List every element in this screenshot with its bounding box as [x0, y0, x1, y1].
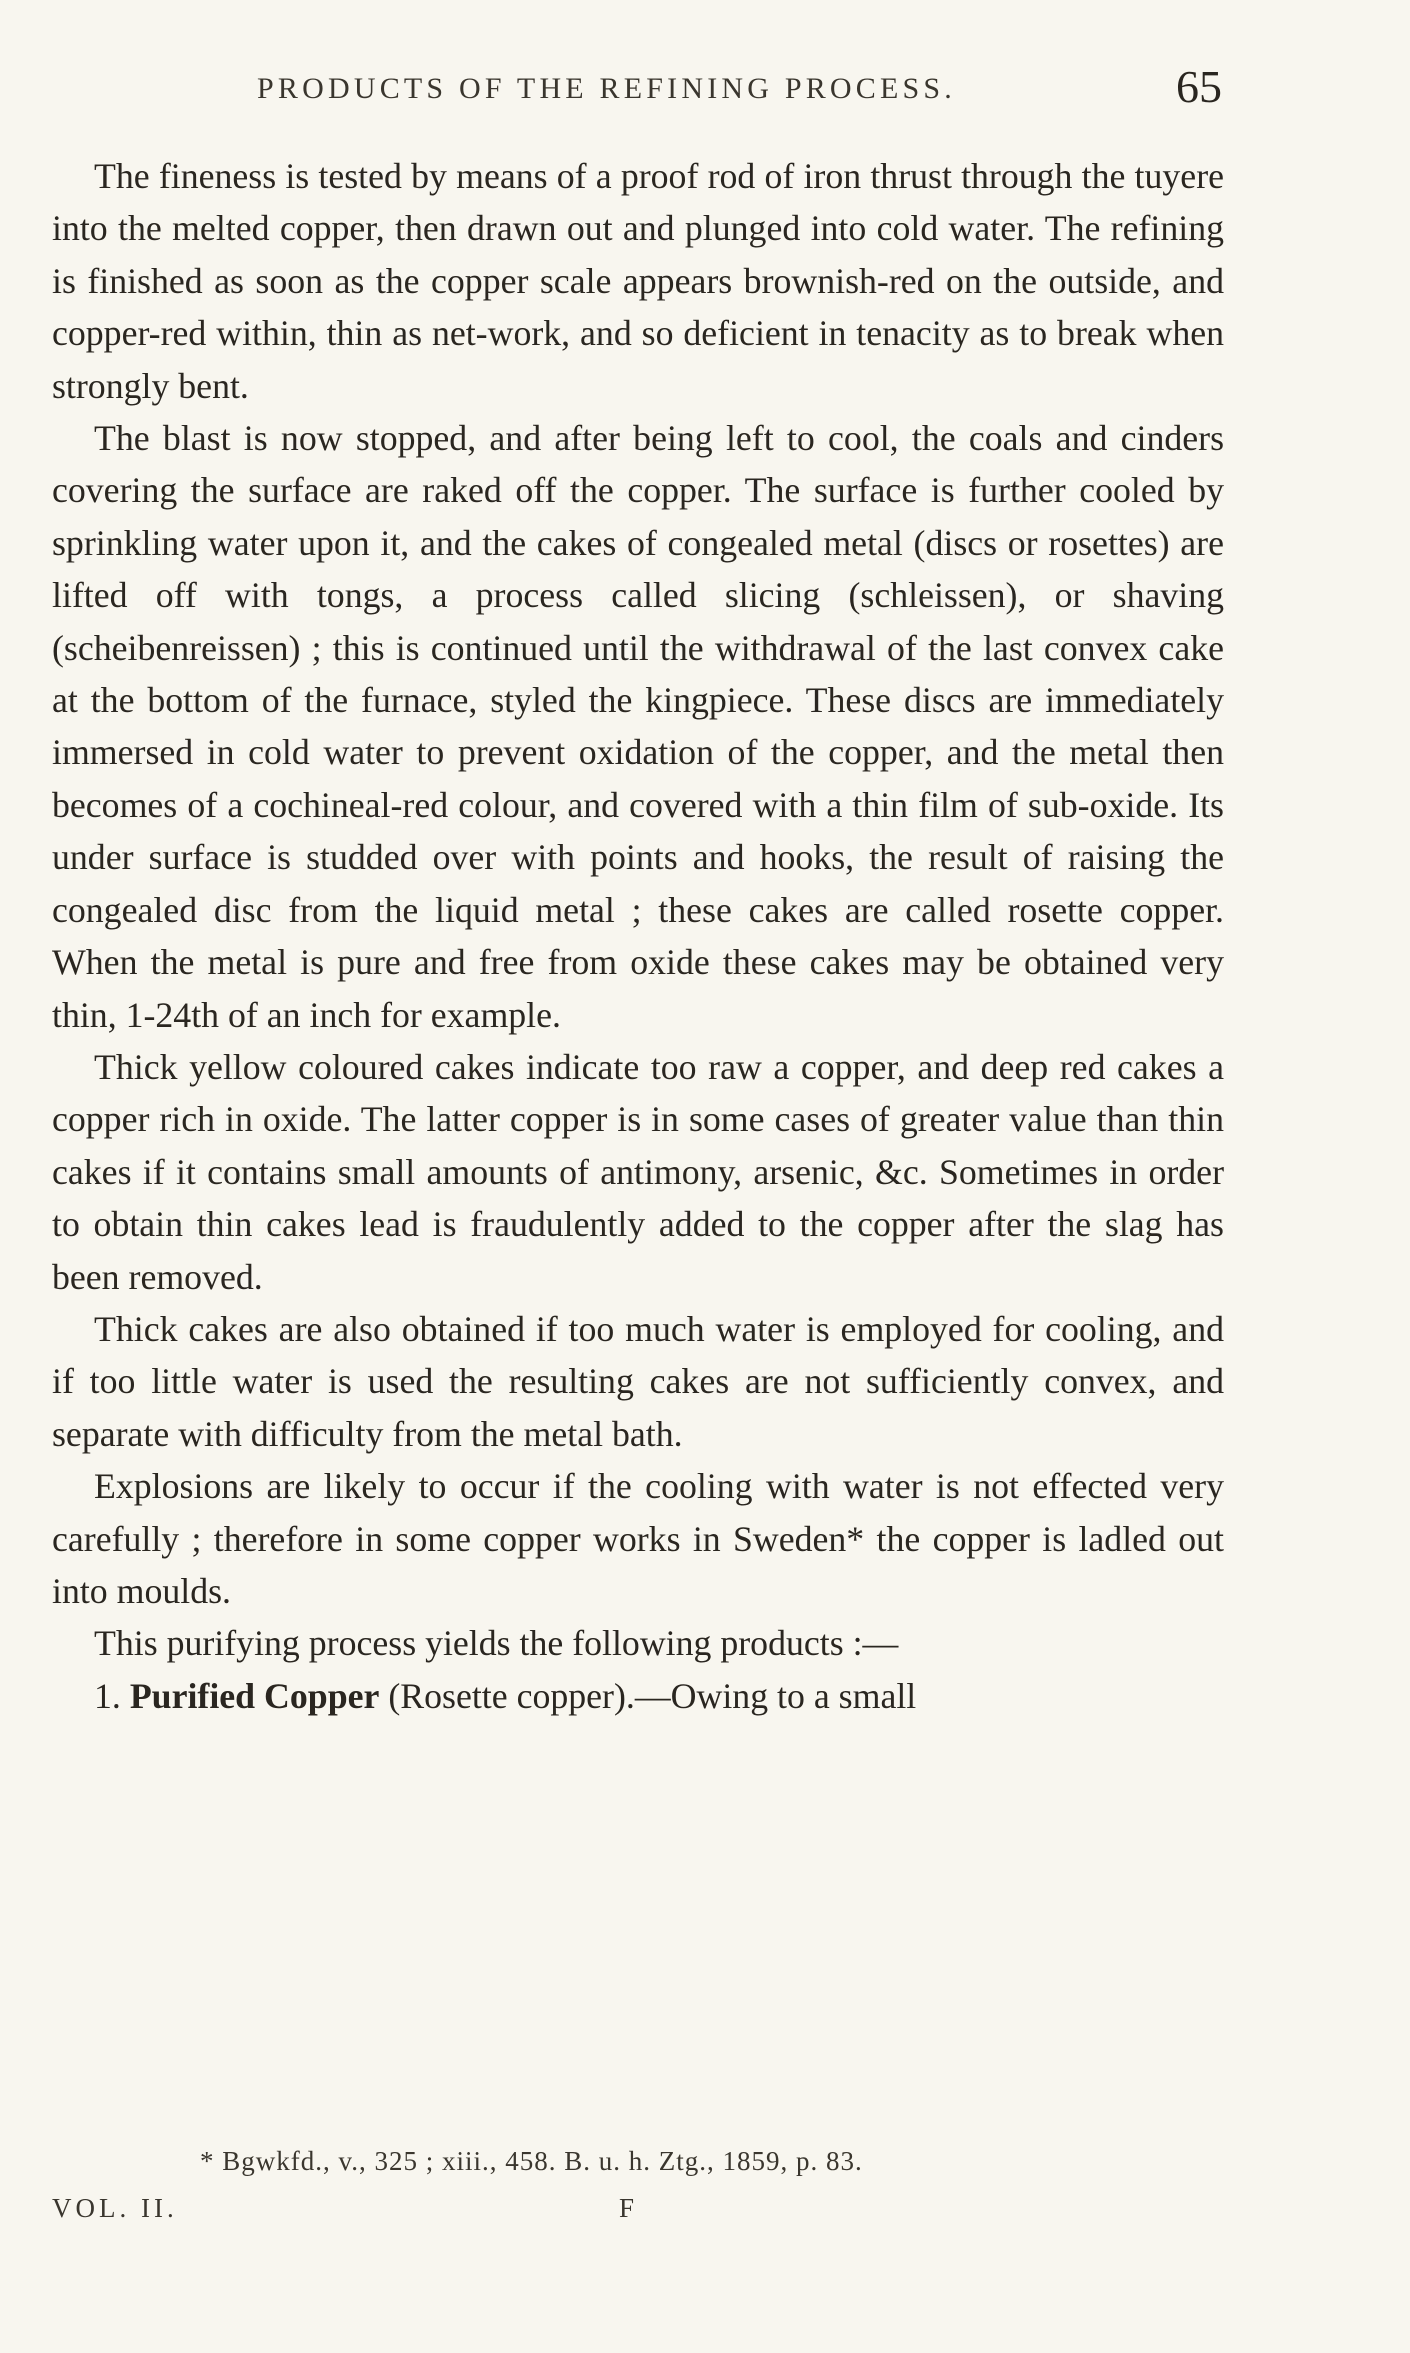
- paragraph: The blast is now stopped, and after being left to cool, the coals and cinders covering the surface are raked off the copper. The surface is further cooled by sprinkling water upon it, and the cakes of congealed metal (discs or rosettes) are lifted off with tongs, a process called slicing (schleissen), or shaving (scheibenreissen) ; this is continued until the withdrawal of the last convex cake at the bottom of the furnace, styled the kingpiece. These discs are immediately immersed in cold water to prevent oxidation of the copper, and the metal then becomes of a cochineal-red colour, and covered with a thin film of sub-oxide. Its under surface is studded over with points and hooks, the result of raising the congealed disc from the liquid metal ; these cakes are called rosette copper. When the metal is pure and free from oxide these cakes may be obtained very thin, 1-24th of an inch for example.: [52, 418, 1224, 1035]
- body-text: [52, 150, 1224, 1722]
- page-number: 65: [1176, 61, 1222, 112]
- signature-mark: F: [619, 2193, 635, 2223]
- page-header: [52, 62, 1222, 122]
- running-head: PRODUCTS OF THE REFINING PROCESS.: [257, 72, 956, 105]
- item-number: 1.: [94, 1675, 121, 1716]
- paragraph: Thick yellow coloured cakes indicate too raw a copper, and deep red cakes a copper rich in oxide. The latter copper is in some cases of greater value than thin cakes if it contains small amounts of antimony, arsenic, &c. Sometimes in order to obtain thin cakes lead is fraudulently added to the copper after the slag has been removed.: [52, 1046, 1224, 1297]
- paragraph: Thick cakes are also obtained if too much water is employed for cooling, and if too little water is used the resulting cakes are not sufficiently convex, and separate with difficulty from the metal bath.: [52, 1308, 1224, 1454]
- paragraph: Explosions are likely to occur if the cooling with water is not effected very carefully ; therefore in some copper works in Sweden* the copper is ladled out into moulds.: [52, 1466, 1224, 1611]
- signature-line: [52, 2193, 1222, 2233]
- volume-label: VOL. II.: [52, 2193, 178, 2223]
- paragraph: This purifying process yields the following products :—: [94, 1623, 899, 1664]
- footnote: * Bgwkfd., v., 325 ; xiii., 458. B. u. h. Ztg., 1859, p. 83.: [200, 2146, 863, 2176]
- paragraph: The fineness is tested by means of a proof rod of iron thrust through the tuyere into the melted copper, then drawn out and plunged into cold water. The refining is finished as soon as the copper scale appears brownish-red on the outside, and copper-red within, thin as net-work, and so deficient in tenacity as to break when strongly bent.: [52, 156, 1224, 406]
- item-text: (Rosette copper).—Owing to a small: [379, 1675, 917, 1716]
- item-heading: Purified Copper: [129, 1675, 380, 1716]
- numbered-item: [52, 1670, 1224, 1722]
